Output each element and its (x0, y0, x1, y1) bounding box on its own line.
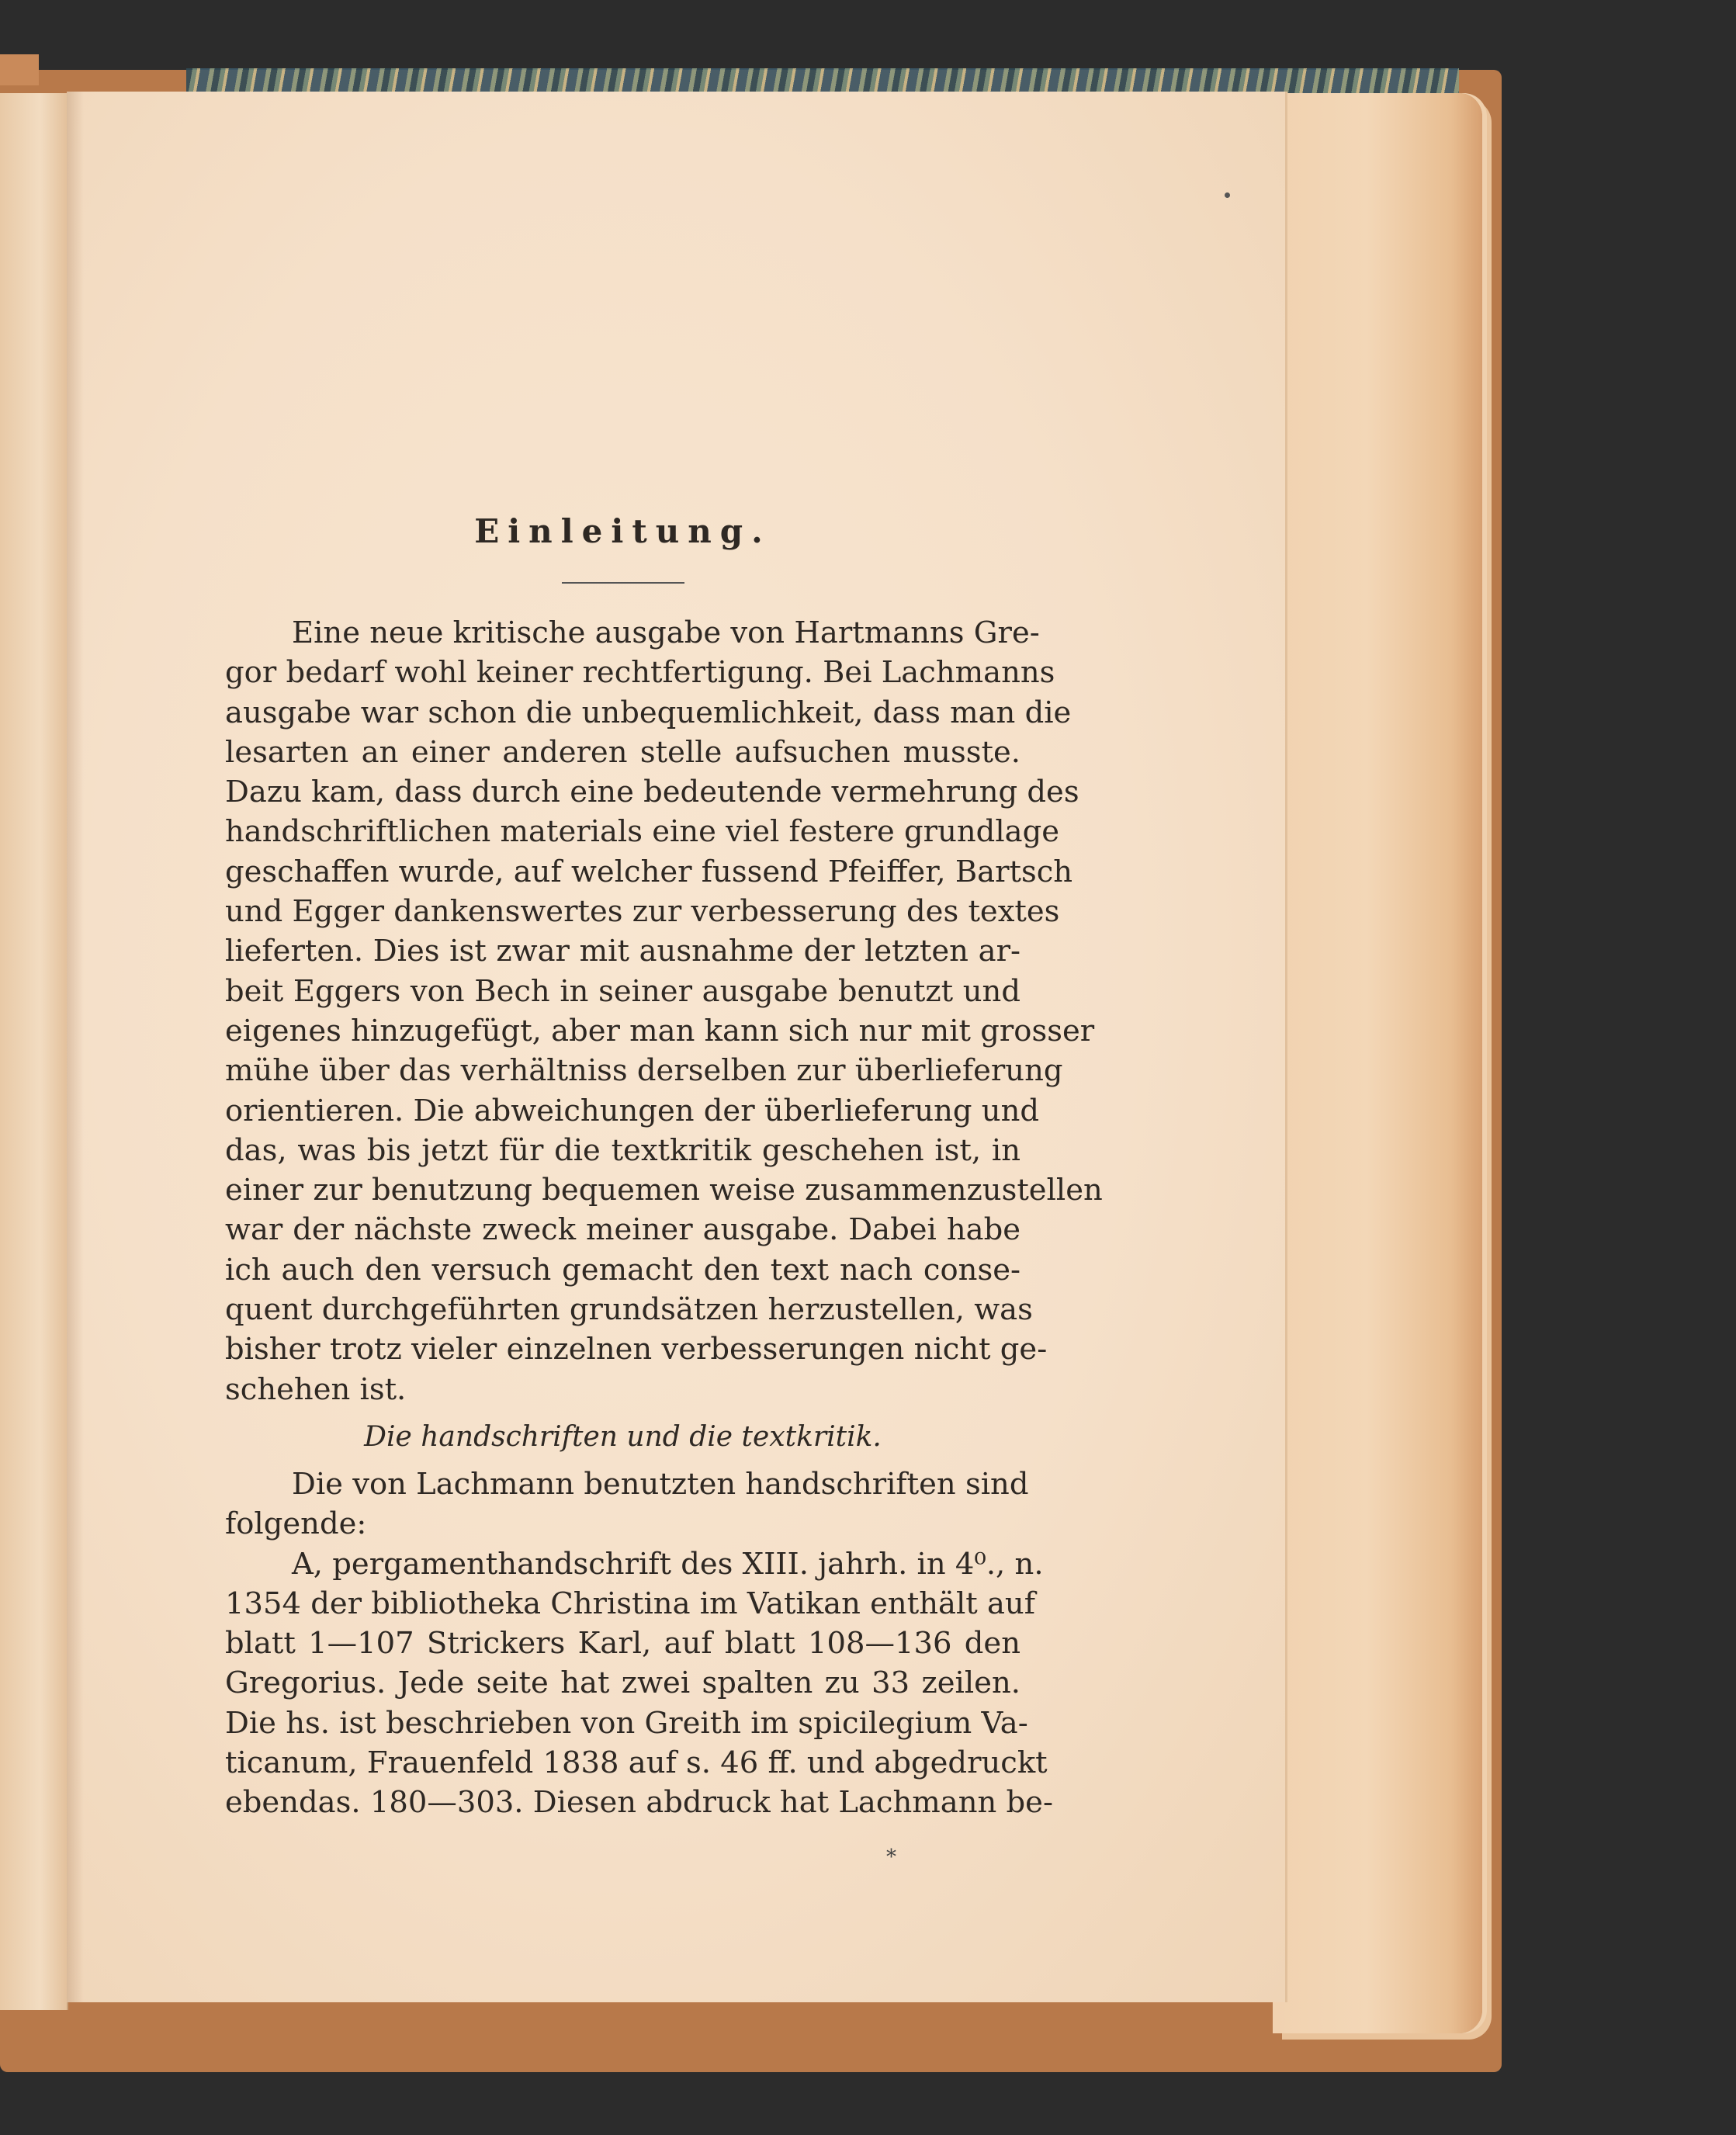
text-line: geschaffen wurde, auf welcher fussend Pfeiffer, Bartsch (225, 854, 1073, 889)
text-line: Dazu kam, dass durch eine bedeutende vermehrung des (225, 775, 1079, 810)
page-gutter (67, 92, 84, 2002)
text-line: gor bedarf wohl keiner rechtfertigung. Bei Lachmanns (225, 655, 1055, 691)
text-line: einer zur benutzung bequemen weise zusammenzustellen (225, 1173, 1103, 1208)
text-line: Die von Lachmann benutzten handschriften sind (292, 1466, 1029, 1502)
text-line: bisher trotz vieler einzelnen verbesserungen nicht ge- (225, 1332, 1048, 1367)
text-line: handschriftlichen materials eine viel festere grundlage (225, 814, 1060, 850)
chapter-heading: Einleitung. (474, 512, 771, 550)
section-subtitle: Die handschriften und die textkritik. (364, 1420, 882, 1453)
text-line: folgende: (225, 1506, 367, 1542)
text-line: Die hs. ist beschrieben von Greith im spicilegium Va- (225, 1705, 1028, 1741)
text-line: ausgabe war schon die unbequemlichkeit, dass man die (225, 695, 1072, 730)
text-line: Gregorius. Jede seite hat zwei spalten zu 33 zeilen. (225, 1665, 1020, 1701)
text-line: Eine neue kritische ausgabe von Hartmanns Gre- (292, 615, 1040, 650)
text-line: blatt 1—107 Strickers Karl, auf blatt 108—136 den (225, 1626, 1020, 1662)
text-line: das, was bis jetzt für die textkritik geschehen ist, in (225, 1132, 1020, 1168)
heading-rule (562, 582, 684, 584)
intro-paragraph (225, 613, 1103, 1409)
text-line: und Egger dankenswertes zur verbesserung des textes (225, 894, 1060, 930)
text-line: quent durchgeführten grundsätzen herzustellen, was (225, 1292, 1033, 1328)
text-line: eigenes hinzugefügt, aber man kann sich nur mit grosser (225, 1013, 1095, 1048)
back-leaves (1273, 93, 1482, 2033)
text-line: war der nächste zweck meiner ausgabe. Dabei habe (225, 1212, 1020, 1248)
text-line: ticanum, Frauenfeld 1838 auf s. 46 ff. und abgedruckt (225, 1745, 1048, 1781)
text-line: schehen ist. (225, 1371, 407, 1407)
paragraph-handschriften (225, 1464, 1029, 1544)
text-line: 1354 der bibliotheka Christina im Vatikan enthält auf (225, 1586, 1035, 1621)
page-text (225, 512, 1103, 1823)
text-line: A, pergamenthandschrift des XIII. jahrh. in 4⁰., n. (292, 1546, 1044, 1582)
text-line: ebendas. 180—303. Diesen abdruck hat Lachmann be- (225, 1785, 1053, 1821)
speck (1225, 192, 1230, 198)
signature-mark: * (886, 1846, 896, 1869)
text-line: lesarten an einer anderen stelle aufsuchen musste. (225, 734, 1020, 770)
cover-corner (0, 54, 39, 85)
left-page-edge (0, 93, 68, 2010)
text-line: lieferten. Dies ist zwar mit ausnahme der letzten ar- (225, 934, 1020, 969)
text-line: mühe über das verhältniss derselben zur überlieferung (225, 1053, 1063, 1089)
paragraph-manuscript-a (225, 1544, 1053, 1823)
text-line: beit Eggers von Bech in seiner ausgabe benutzt und (225, 973, 1020, 1009)
text-line: orientieren. Die abweichungen der überlieferung und (225, 1093, 1040, 1128)
text-line: ich auch den versuch gemacht den text nach conse- (225, 1252, 1020, 1288)
